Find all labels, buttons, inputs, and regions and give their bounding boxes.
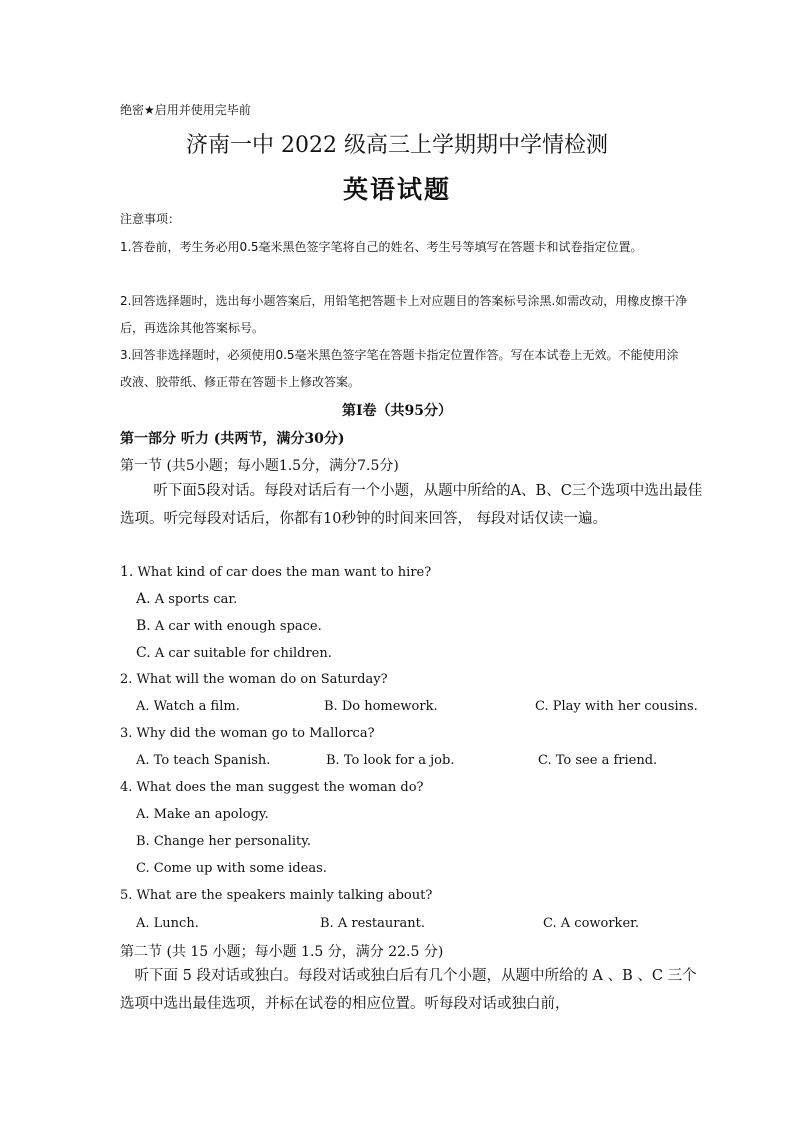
notice-item-3: 3.回答非选择题时，必须使用0.5毫米黑色签字笔在答题卡指定位置作答。写在本试卷上无效。不能使用涂改液、胶带纸、修正带在答题卡上修改答案。 <box>120 348 679 389</box>
notice-heading: 注意事项： <box>120 212 181 226</box>
question-text: What kind of car does the man want to hire? <box>137 565 432 580</box>
question-5-option-b: B. A restaurant. <box>320 916 425 931</box>
question-2-option-c: C. Play with her cousins. <box>535 699 698 714</box>
question-number: 5. <box>120 888 133 903</box>
section2-instruction: 听下面 5 段对话或独白。每段对话或独白后有几个小题，从题中所给的 A 、B 、C 三个选项中选出最佳选项，并标在试卷的相应位置。听每段对话或独白前， <box>120 968 697 1012</box>
question-text: What are the speakers mainly talking about? <box>136 888 433 903</box>
question-text: What does the man suggest the woman do? <box>136 780 424 795</box>
question-2-option-a: A. Watch a film. <box>136 699 240 714</box>
question-4-option-b: B. Change her personality. <box>136 834 311 849</box>
question-4-option-a: A. Make an apology. <box>136 807 269 822</box>
section1-instruction: 听下面5段对话。每段对话后有一个小题，从题中所给的A、B、C三个选项中选出最佳选项。听完每段对话后，你都有10秒钟的时间来回答， 每段对话仅读一遍。 <box>120 483 703 527</box>
question-1-option-c: C. A car suitable for children. <box>136 645 332 661</box>
question-3-option-b: B. To look for a job. <box>326 753 455 768</box>
question-5-option-a: A. Lunch. <box>136 916 199 931</box>
question-2 <box>120 672 388 687</box>
question-3-option-c: C. To see a friend. <box>538 753 658 768</box>
section2-title: 第二节 (共 15 小题；每小题 1.5 分，满分 22.5 分) <box>120 944 444 960</box>
exam-title: 济南一中 2022 级高三上学期期中学情检测 <box>186 133 608 158</box>
question-4-option-c: C. Come up with some ideas. <box>136 861 327 876</box>
notice-item-1: 1.答卷前，考生务必用0.5毫米黑色签字笔将自己的姓名、考生号等填写在答题卡和试卷指定位置。 <box>120 240 643 254</box>
question-number: 1. <box>120 564 134 580</box>
volume-title: 第Ⅰ卷（共95分） <box>341 403 453 419</box>
question-text: Why did the woman go to Mallorca? <box>136 726 375 741</box>
question-number: 2. <box>120 672 133 687</box>
question-5-option-c: C. A coworker. <box>543 916 640 931</box>
question-number: 4. <box>120 780 133 795</box>
question-5 <box>120 888 432 903</box>
question-3-option-a: A. To teach Spanish. <box>136 753 271 768</box>
question-1 <box>120 564 431 580</box>
question-3 <box>120 726 375 741</box>
subject-title: 英语试题 <box>342 175 451 204</box>
question-1-option-a: A. A sports car. <box>136 591 238 607</box>
question-1-option-b: B. A car with enough space. <box>136 618 322 634</box>
question-number: 3. <box>120 726 133 741</box>
notice-item-2: 2.回答选择题时，选出每小题答案后，用铅笔把答题卡上对应题目的答案标号涂黑.如需改动，用橡皮擦干净后，再选涂其他答案标号。 <box>120 294 688 335</box>
question-2-option-b: B. Do homework. <box>324 699 438 714</box>
question-4 <box>120 780 424 795</box>
part1-title: 第一部分 听力 (共两节，满分30分) <box>120 431 345 447</box>
question-text: What will the woman do on Saturday? <box>136 672 388 687</box>
section1-title: 第一节 (共5小题；每小题1.5分，满分7.5分) <box>120 458 399 474</box>
confidential-label: 绝密★启用并使用完毕前 <box>120 103 251 117</box>
